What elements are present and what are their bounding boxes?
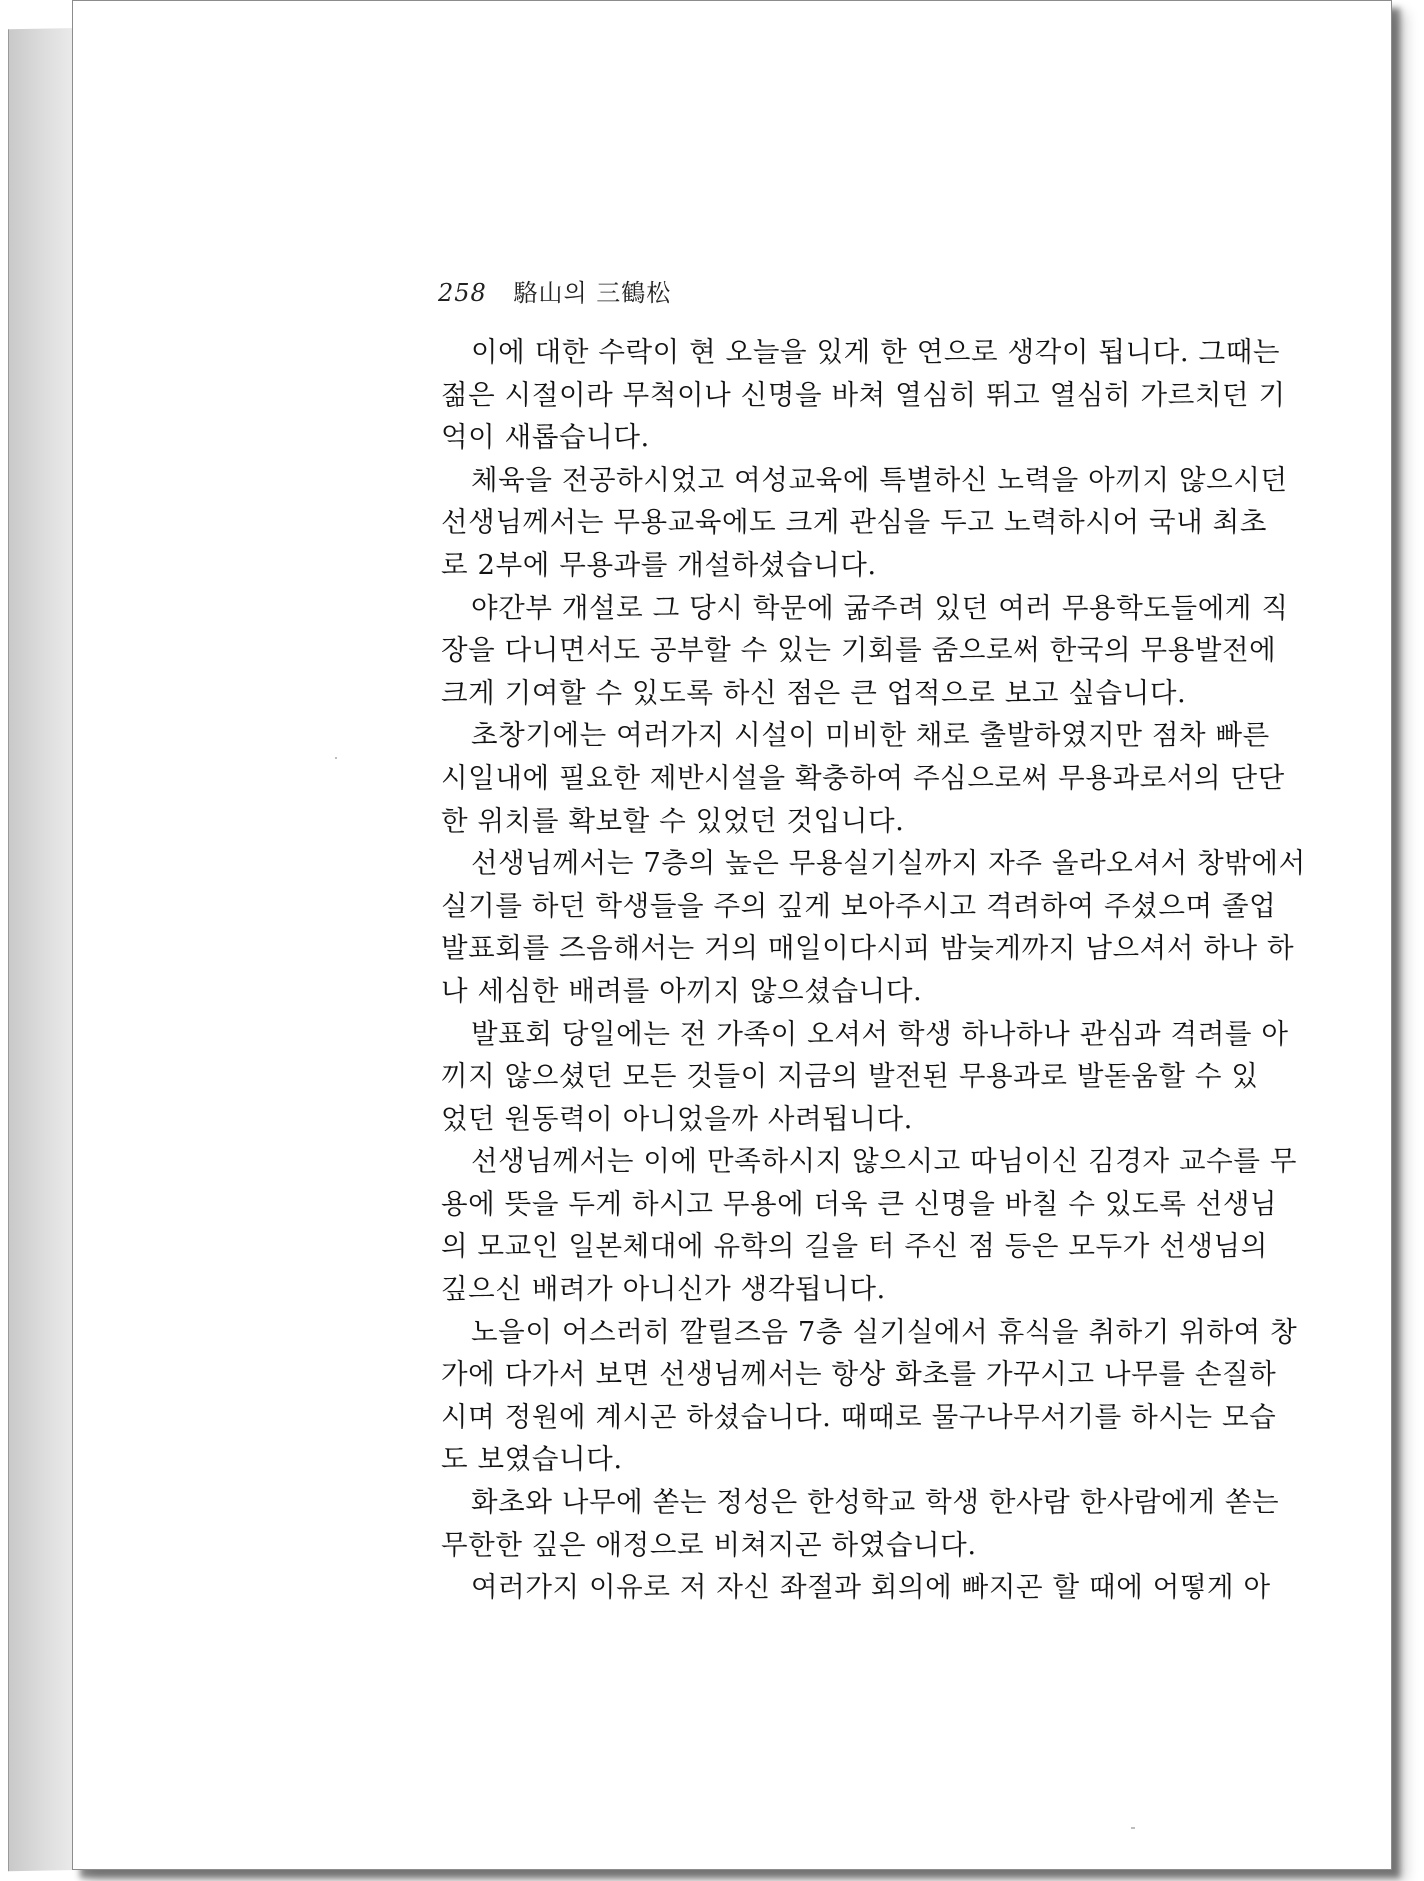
- text-line: 실기를 하던 학생들을 주의 깊게 보아주시고 격려하여 주셨으며 졸업: [441, 889, 1277, 922]
- book-title: 駱山의 三鶴松: [513, 279, 672, 307]
- text-line: 화초와 나무에 쏟는 정성은 한성학교 학생 한사람 한사람에게 쏟는: [471, 1486, 1280, 1519]
- text-line: 로 2부에 무용과를 개설하셨습니다.: [441, 548, 877, 581]
- scan-speck: [1131, 1827, 1135, 1829]
- book-page: [72, 0, 1392, 1870]
- book-page-stack-edge: [8, 28, 77, 1871]
- text-line: 장을 다니면서도 공부할 수 있는 기회를 줌으로써 한국의 무용발전에: [441, 634, 1277, 667]
- text-line: 여러가지 이유로 저 자신 좌절과 회의에 빠지곤 할 때에 어떻게 아: [471, 1571, 1271, 1604]
- text-line: 초창기에는 여러가지 시설이 미비한 채로 출발하였지만 점차 빠른: [471, 719, 1270, 752]
- text-line: 끼지 않으셨던 모든 것들이 지금의 발전된 무용과로 발돋움할 수 있: [441, 1060, 1259, 1093]
- text-line: 젊은 시절이라 무척이나 신명을 바쳐 열심히 뛰고 열심히 가르치던 기: [441, 378, 1286, 411]
- text-line: 크게 기여할 수 있도록 하신 점은 큰 업적으로 보고 싶습니다.: [441, 676, 1187, 709]
- text-line: 의 모교인 일본체대에 유학의 길을 터 주신 점 등은 모두가 선생님의: [441, 1230, 1268, 1263]
- text-line: 발표회를 즈음해서는 거의 매일이다시피 밤늦게까지 남으셔서 하나 하: [441, 932, 1295, 965]
- text-line: 시일내에 필요한 제반시설을 확충하여 주심으로써 무용과로서의 단단: [441, 761, 1285, 794]
- text-line: 었던 원동력이 아니었을까 사려됩니다.: [441, 1102, 914, 1135]
- scan-speck: [335, 757, 337, 759]
- text-line: 시며 정원에 계시곤 하셨습니다. 때때로 물구나무서기를 하시는 모습: [441, 1400, 1277, 1433]
- text-line: 선생님께서는 7층의 높은 무용실기실까지 자주 올라오셔서 창밖에서: [471, 847, 1306, 880]
- text-line: 억이 새롭습니다.: [441, 421, 650, 454]
- text-line: 용에 뜻을 두게 하시고 무용에 더욱 큰 신명을 바칠 수 있도록 선생님: [441, 1187, 1278, 1220]
- text-line: 발표회 당일에는 전 가족이 오셔서 학생 하나하나 관심과 격려를 아: [471, 1017, 1289, 1050]
- running-head: [438, 273, 671, 308]
- text-line: 선생님께서는 무용교육에도 크게 관심을 두고 노력하시어 국내 최초: [441, 506, 1268, 539]
- text-line: 노을이 어스러히 깔릴즈음 7층 실기실에서 휴식을 취하기 위하여 창: [471, 1315, 1298, 1348]
- text-line: 야간부 개설로 그 당시 학문에 굶주려 있던 여러 무용학도들에게 직: [471, 591, 1289, 624]
- text-line: 선생님께서는 이에 만족하시지 않으시고 따님이신 김경자 교수를 무: [471, 1145, 1298, 1178]
- text-line: 무한한 깊은 애정으로 비쳐지곤 하였습니다.: [441, 1528, 977, 1561]
- text-line: 깊으신 배려가 아니신가 생각됩니다.: [441, 1273, 886, 1306]
- text-line: 한 위치를 확보할 수 있었던 것입니다.: [441, 804, 905, 837]
- text-line: 체육을 전공하시었고 여성교육에 특별하신 노력을 아끼지 않으시던: [471, 463, 1288, 496]
- text-line: 도 보였습니다.: [441, 1443, 623, 1476]
- body-text: [441, 331, 1306, 1609]
- text-line: 가에 다가서 보면 선생님께서는 항상 화초를 가꾸시고 나무를 손질하: [441, 1358, 1277, 1391]
- page-number: 258: [438, 279, 487, 307]
- text-line: 나 세심한 배려를 아끼지 않으셨습니다.: [441, 974, 923, 1007]
- text-line: 이에 대한 수락이 현 오늘을 있게 한 연으로 생각이 됩니다. 그때는: [471, 336, 1281, 368]
